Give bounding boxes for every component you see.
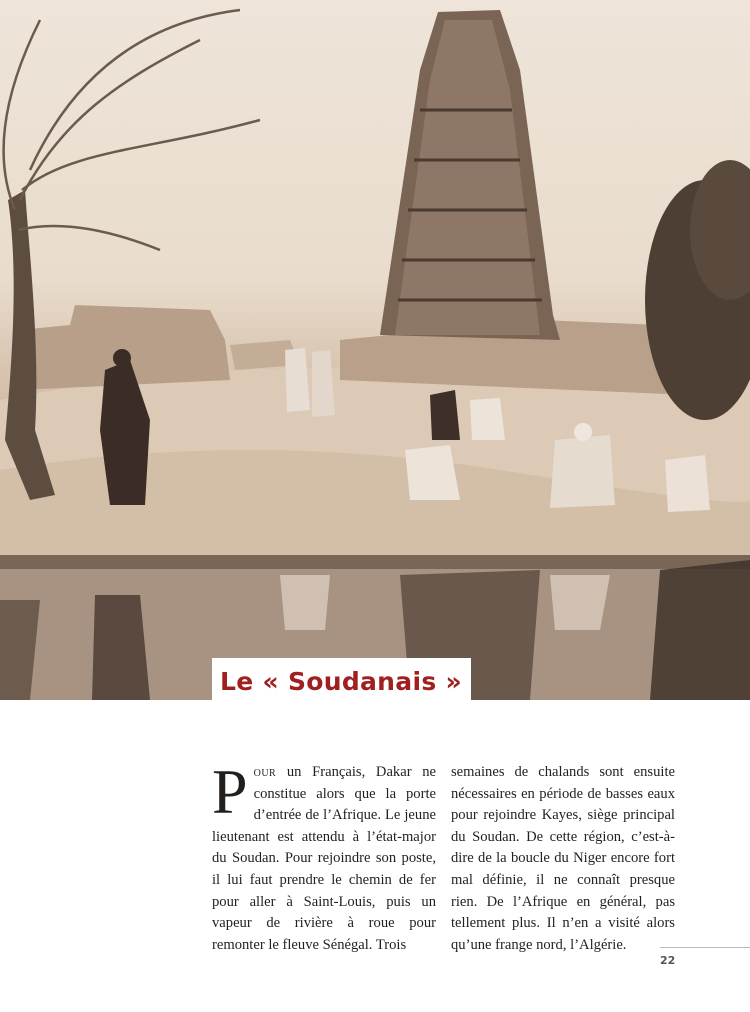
text-column-1 bbox=[212, 756, 436, 956]
text-column-2 bbox=[451, 762, 675, 956]
title-box bbox=[212, 658, 471, 700]
section-title: Le « Soudanais » bbox=[220, 667, 462, 696]
paragraph-1 bbox=[212, 756, 436, 956]
column-1-text: un Français, Dakar ne constitue alors que la porte d’entrée de l’Afrique. Le jeune lieutenant est attendu à l’état-major du Soudan. Pour rejoindre son poste, il lui faut prendre le chemin de fer pour aller à Saint-Louis, puis un vapeur de rivière à roue pour remonter le fleuve Sénégal. Trois bbox=[212, 764, 436, 953]
column-2-text: semaines de chalands sont ensuite nécessaires en période de basses eaux pour rejoindre Kayes, siège principal du Soudan. De cette région, c’est-à-dire de la boucle du Niger encore fort mal définie, il ne connaît presque rien. De l’Afrique en général, pas tellement plus. Il n’en a visité alors qu’une frange nord, l’Algérie. bbox=[451, 764, 675, 953]
drop-cap: P bbox=[212, 756, 248, 827]
lead-small-caps: our bbox=[253, 764, 277, 780]
page-number: 22 bbox=[660, 954, 676, 967]
footer-rule bbox=[660, 947, 750, 948]
